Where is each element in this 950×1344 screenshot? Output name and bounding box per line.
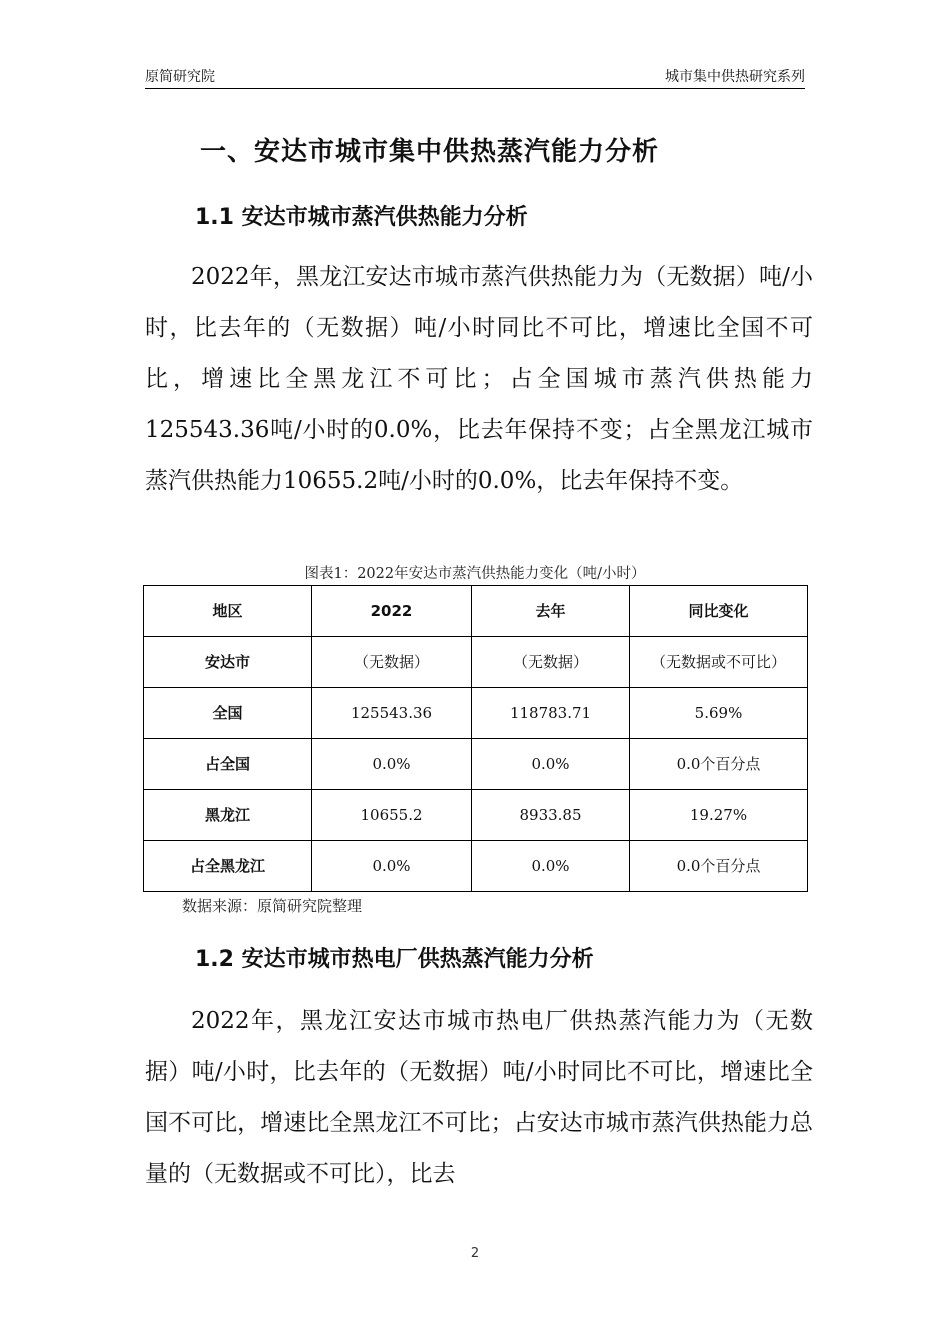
- table-cell: 125543.36: [312, 688, 472, 739]
- subsection-1-title: 1.1 安达市城市蒸汽供热能力分析: [195, 205, 528, 230]
- table-header-row: [144, 586, 808, 637]
- page-header: [145, 62, 805, 89]
- table-cell: 0.0%: [472, 841, 630, 892]
- table-row: [144, 637, 808, 688]
- table-cell: 19.27%: [630, 790, 808, 841]
- table-row: [144, 739, 808, 790]
- row-label: 安达市: [144, 637, 312, 688]
- row-label: 占全黑龙江: [144, 841, 312, 892]
- table-header-cell: 去年: [472, 586, 630, 637]
- page-number: 2: [470, 1246, 480, 1261]
- table-header-cell: 2022: [312, 586, 472, 637]
- table-cell: 0.0%: [312, 739, 472, 790]
- table-cell: （无数据）: [472, 637, 630, 688]
- table-cell: 5.69%: [630, 688, 808, 739]
- table-row: [144, 841, 808, 892]
- table-cell: 118783.71: [472, 688, 630, 739]
- table-header-cell: 地区: [144, 586, 312, 637]
- header-org-name: 原简研究院: [145, 69, 215, 85]
- capacity-table: [143, 585, 808, 892]
- table-cell: 0.0个百分点: [630, 739, 808, 790]
- row-label: 全国: [144, 688, 312, 739]
- table-cell: 0.0%: [312, 841, 472, 892]
- table-caption: 图表1：2022年安达市蒸汽供热能力变化（吨/小时）: [304, 566, 646, 582]
- row-label: 黑龙江: [144, 790, 312, 841]
- table-row: [144, 688, 808, 739]
- table-cell: 8933.85: [472, 790, 630, 841]
- subsection-2-paragraph: 2022年，黑龙江安达市城市热电厂供热蒸汽能力为（无数据）吨/小时，比去年的（无数据）吨/小时同比不可比，增速比全国不可比，增速比全黑龙江不可比；占安达市城市蒸汽供热能力总量的（无数据或不可比），比去: [145, 1008, 813, 1187]
- table-cell: 0.0%: [472, 739, 630, 790]
- header-series-name: 城市集中供热研究系列: [665, 69, 805, 85]
- row-label: 占全国: [144, 739, 312, 790]
- data-source-note: 数据来源：原简研究院整理: [182, 897, 363, 915]
- section-title: 一、安达市城市集中供热蒸汽能力分析: [200, 137, 660, 167]
- table-cell: 0.0个百分点: [630, 841, 808, 892]
- table-cell: （无数据）: [312, 637, 472, 688]
- subsection-1-paragraph: 2022年，黑龙江安达市城市蒸汽供热能力为（无数据）吨/小时，比去年的（无数据）吨/小时同比不可比，增速比全国不可比，增速比全黑龙江不可比；占全国城市蒸汽供热能力125543.36吨/小时的0.0%，比去年保持不变；占全黑龙江城市蒸汽供热能力10655.2吨/小时的0.0%，比去年保持不变。: [145, 264, 813, 494]
- table-cell: （无数据或不可比）: [630, 637, 808, 688]
- table-cell: 10655.2: [312, 790, 472, 841]
- table-header-cell: 同比变化: [630, 586, 808, 637]
- subsection-2-title: 1.2 安达市城市热电厂供热蒸汽能力分析: [195, 947, 594, 972]
- table-row: [144, 790, 808, 841]
